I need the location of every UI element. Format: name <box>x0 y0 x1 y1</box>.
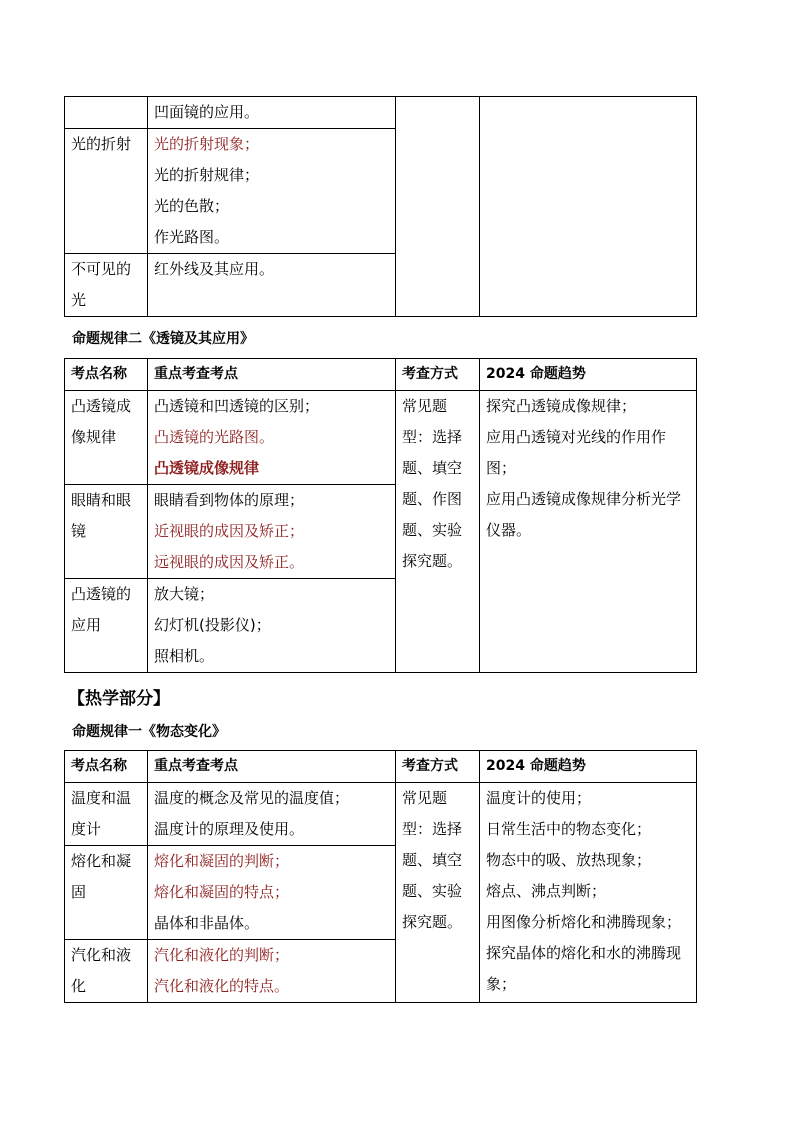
header-topic: 考点名称 <box>65 359 148 391</box>
topic-name-cell <box>65 97 148 129</box>
trend-item: 探究凸透镜成像规律； <box>486 397 637 415</box>
key-point: 汽化和液化的判断； <box>154 946 290 964</box>
section-heading: 命题规律二《透镜及其应用》 <box>72 331 254 347</box>
key-point: 凹面镜的应用。 <box>154 103 260 121</box>
topic-name-cell: 熔化和凝固 <box>65 846 148 940</box>
key-point: 照相机。 <box>154 647 215 665</box>
key-point: 凸透镜和凹透镜的区别； <box>154 397 320 415</box>
key-point: 光的色散； <box>154 197 230 215</box>
optics-table-continued <box>64 96 697 317</box>
method-cell: 常见题型：选择题、填空题、作图题、实验探究题。 <box>396 391 480 673</box>
key-point: 近视眼的成因及矫正； <box>154 522 305 540</box>
key-point: 光的折射规律； <box>154 166 260 184</box>
topic-name-cell: 凸透镜成像规律 <box>65 391 148 485</box>
topic-name-cell: 不可见的光 <box>65 254 148 317</box>
phase-change-table <box>64 750 697 1003</box>
key-points-cell <box>148 254 396 317</box>
key-point: 光的折射现象； <box>154 135 260 153</box>
trend-item: 应用凸透镜成像规律分析光学仪器。 <box>486 490 682 539</box>
section-title: 【热学部分】 <box>68 689 170 709</box>
key-points-cell <box>148 97 396 129</box>
key-point: 放大镜； <box>154 585 215 603</box>
header-method: 考查方式 <box>396 359 480 391</box>
method-cell: 常见题型：选择题、填空题、实验探究题。 <box>396 783 480 1003</box>
key-points-cell <box>148 485 396 579</box>
key-point: 晶体和非晶体。 <box>154 914 260 932</box>
key-point: 凸透镜的光路图。 <box>154 428 275 446</box>
key-points-cell <box>148 940 396 1003</box>
trend-item: 物态中的吸、放热现象； <box>486 851 652 869</box>
key-points-cell <box>148 846 396 940</box>
trend-item: 日常生活中的物态变化； <box>486 820 652 838</box>
method-cell <box>396 97 480 317</box>
header-method: 考查方式 <box>396 751 480 783</box>
topic-name-cell: 眼睛和眼镜 <box>65 485 148 579</box>
trend-item: 用图像分析熔化和沸腾现象； <box>486 913 682 931</box>
header-topic: 考点名称 <box>65 751 148 783</box>
key-point: 温度的概念及常见的温度值； <box>154 789 350 807</box>
trend-cell <box>480 783 697 1003</box>
header-trend: 2024 命题趋势 <box>480 751 697 783</box>
trend-item: 应用凸透镜对光线的作用作图； <box>486 428 667 477</box>
key-points-cell <box>148 579 396 673</box>
key-point: 熔化和凝固的特点； <box>154 883 290 901</box>
topic-name-cell: 凸透镜的应用 <box>65 579 148 673</box>
key-points-cell <box>148 391 396 485</box>
topic-name-cell: 光的折射 <box>65 129 148 254</box>
key-point: 眼睛看到物体的原理； <box>154 491 305 509</box>
key-points-cell <box>148 129 396 254</box>
trend-cell <box>480 391 697 673</box>
topic-name-cell: 汽化和液化 <box>65 940 148 1003</box>
key-point: 凸透镜成像规律 <box>154 459 260 477</box>
key-point: 作光路图。 <box>154 228 230 246</box>
header-points: 重点考查考点 <box>148 359 396 391</box>
key-points-cell <box>148 783 396 846</box>
topic-name-cell: 温度和温度计 <box>65 783 148 846</box>
trend-cell <box>480 97 697 317</box>
lens-table <box>64 358 697 673</box>
key-point: 汽化和液化的特点。 <box>154 977 290 995</box>
trend-item: 熔点、沸点判断； <box>486 882 607 900</box>
header-trend: 2024 命题趋势 <box>480 359 697 391</box>
trend-item: 温度计的使用； <box>486 789 592 807</box>
trend-item: 探究晶体的熔化和水的沸腾现象； <box>486 944 682 993</box>
section-heading: 命题规律一《物态变化》 <box>72 724 226 740</box>
key-point: 熔化和凝固的判断； <box>154 852 290 870</box>
key-point: 温度计的原理及使用。 <box>154 820 305 838</box>
key-point: 幻灯机(投影仪)； <box>154 616 271 634</box>
header-points: 重点考查考点 <box>148 751 396 783</box>
key-point: 红外线及其应用。 <box>154 260 275 278</box>
key-point: 远视眼的成因及矫正。 <box>154 553 305 571</box>
